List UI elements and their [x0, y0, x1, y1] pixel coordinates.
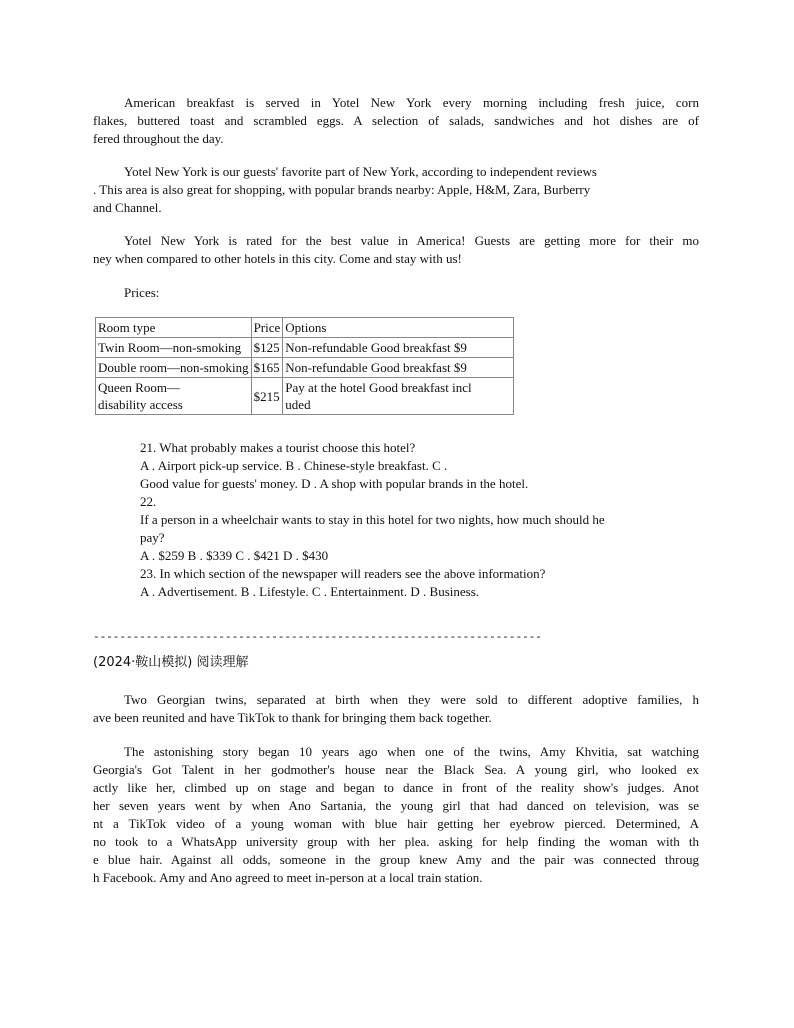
section-heading: (2024·鞍山模拟) 阅读理解 — [93, 655, 249, 670]
text-line: Yotel New York is rated for the best value in America! Guests are getting more for their mo — [124, 233, 699, 248]
text-line: Yotel New York is our guests' favorite part of New York, according to independent reviews — [124, 164, 597, 179]
text-line: no took to a WhatsApp university group with her plea. asking for help finding the woman with th — [93, 834, 699, 849]
prices-label-text: Prices: — [124, 285, 160, 300]
text-line: nt a TikTok video of a young woman with blue hair getting her eyebrow pierced. Determined, A — [93, 816, 699, 831]
prices-table — [95, 317, 514, 415]
text-line: her seven years went by when Ano Sartania, the young girl that had danced on television, was se — [93, 798, 699, 813]
cell-price: $165 — [251, 358, 283, 378]
shopping-paragraph — [93, 163, 699, 217]
cell-room-type: Double room—non-smoking — [96, 358, 252, 378]
table-row — [96, 338, 514, 358]
breakfast-paragraph — [93, 94, 699, 148]
questions-block — [140, 439, 696, 601]
question-21-options: A . Airport pick-up service. B . Chinese-style breakfast. C . — [140, 458, 448, 473]
question-22-cont: pay? — [140, 530, 165, 545]
cell-options: Non-refundable Good breakfast $9 — [283, 358, 514, 378]
twins-intro-paragraph — [93, 691, 699, 727]
text-line: and Channel. — [93, 200, 162, 215]
text-line: Georgia's Got Talent in her godmother's house near the Black Sea. A young girl, who looked ex — [93, 762, 699, 777]
text-line: flakes, buttered toast and scrambled eggs. A selection of salads, sandwiches and hot dishes are of — [93, 113, 699, 128]
table-row — [96, 358, 514, 378]
text-line: e blue hair. Against all odds, someone in the group knew Amy and the pair was connected throug — [93, 852, 699, 867]
text-line: . This area is also great for shopping, with popular brands nearby: Apple, H&M, Zara, Burberry — [93, 182, 591, 197]
question-21: 21. What probably makes a tourist choose this hotel? — [140, 440, 416, 455]
text-line: ney when compared to other hotels in this city. Come and stay with us! — [93, 251, 462, 266]
cell-options — [283, 378, 514, 415]
table-row — [96, 378, 514, 415]
table-header-row — [96, 318, 514, 338]
cell-price: $125 — [251, 338, 283, 358]
cell-options: Non-refundable Good breakfast $9 — [283, 338, 514, 358]
prices-label — [124, 284, 324, 302]
text-line: h Facebook. Amy and Ano agreed to meet in-person at a local train station. — [93, 870, 483, 885]
cell-room-type: Twin Room—non-smoking — [96, 338, 252, 358]
question-21-options-cont: Good value for guests' money. D . A shop with popular brands in the hotel. — [140, 476, 529, 491]
cell-room-type — [96, 378, 252, 415]
cell-price: $215 — [251, 378, 283, 415]
cell-options-line: uded — [285, 397, 311, 412]
text-line: ave been reunited and have TikTok to thank for bringing them back together. — [93, 710, 492, 725]
cell-options-line: Pay at the hotel Good breakfast incl — [285, 380, 472, 395]
value-paragraph — [93, 232, 699, 268]
header-price: Price — [251, 318, 283, 338]
text-line: The astonishing story began 10 years ago when one of the twins, Amy Khvitia, sat watching — [124, 744, 699, 759]
text-line: American breakfast is served in Yotel New York every morning including fresh juice, corn — [124, 95, 699, 110]
question-23-options: A . Advertisement. B . Lifestyle. C . Entertainment. D . Business. — [140, 584, 480, 599]
text-line: fered throughout the day. — [93, 131, 224, 146]
twins-story-paragraph — [93, 743, 699, 887]
question-23: 23. In which section of the newspaper will readers see the above information? — [140, 566, 546, 581]
question-22: If a person in a wheelchair wants to stay in this hotel for two nights, how much should he — [140, 512, 605, 527]
question-22-options: A . $259 B . $339 C . $421 D . $430 — [140, 548, 329, 563]
section-divider: -------------------------------------------------------------------- — [93, 632, 542, 644]
cell-room-type-line: disability access — [98, 397, 183, 412]
header-room-type: Room type — [96, 318, 252, 338]
question-22-number: 22. — [140, 494, 157, 509]
text-line: actly like her, climbed up on stage and began to dance in front of the reality show's judges. Anot — [93, 780, 699, 795]
cell-room-type-line: Queen Room— — [98, 380, 180, 395]
header-options: Options — [283, 318, 514, 338]
text-line: Two Georgian twins, separated at birth when they were sold to different adoptive families, h — [124, 692, 699, 707]
